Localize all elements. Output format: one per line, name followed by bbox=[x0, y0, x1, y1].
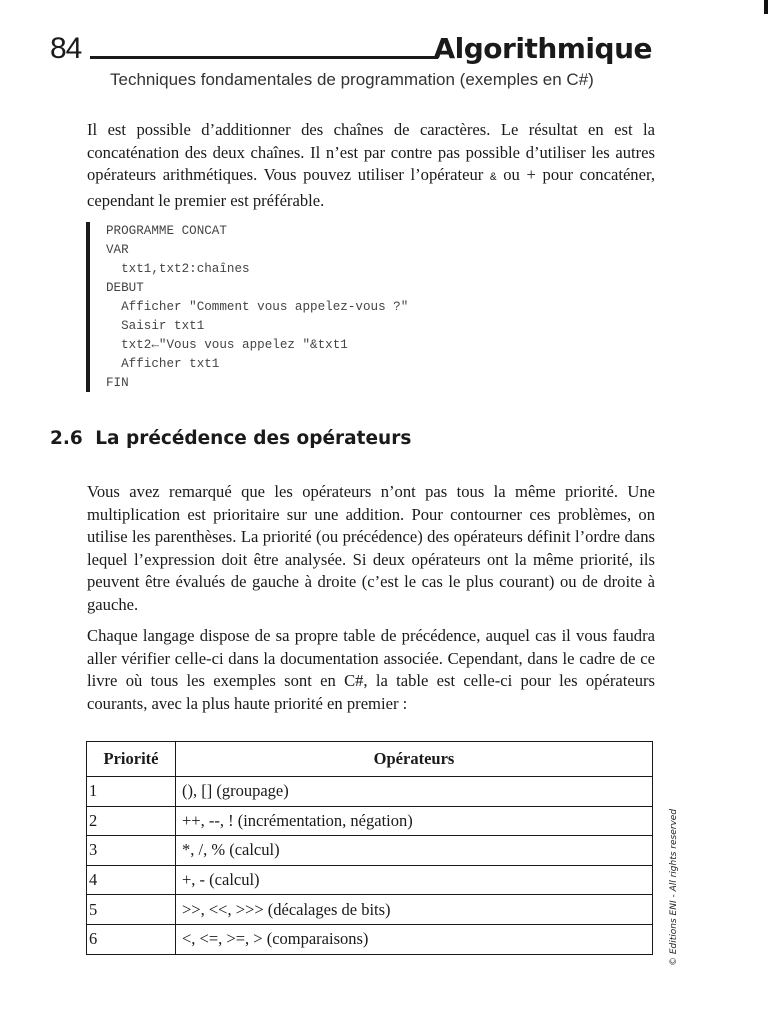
code-line: Afficher txt1 bbox=[106, 357, 220, 371]
header-operators: Opérateurs bbox=[176, 742, 653, 777]
table-row bbox=[87, 924, 653, 954]
intro-text-before: Il est possible d’additionner des chaînes de caractères. Le résultat en est la concaténation des deux chaînes. Il n’est par contre pas possible d’utiliser les autres opérateurs arithmétiques. Vous pouvez utiliser l’opérateur bbox=[87, 120, 655, 185]
table-row bbox=[87, 895, 653, 925]
book-title: Algorithmique bbox=[433, 32, 652, 65]
priority-cell: 5 bbox=[87, 895, 176, 925]
code-line: FIN bbox=[106, 376, 129, 390]
header-rule bbox=[90, 56, 438, 59]
table-header-row bbox=[87, 742, 653, 777]
operators-cell: ++, --, ! (incrémentation, négation) bbox=[176, 806, 653, 836]
table-row bbox=[87, 806, 653, 836]
code-line: VAR bbox=[106, 243, 129, 257]
table-row bbox=[87, 836, 653, 866]
code-line: PROGRAMME CONCAT bbox=[106, 224, 227, 238]
inline-operator-amp: & bbox=[489, 172, 497, 185]
section-title: La précédence des opérateurs bbox=[95, 428, 412, 449]
operators-cell: (), [] (groupage) bbox=[176, 777, 653, 807]
code-line: txt2←"Vous vous appelez "&txt1 bbox=[106, 338, 348, 352]
priority-cell: 1 bbox=[87, 777, 176, 807]
code-listing bbox=[90, 222, 408, 393]
section-heading bbox=[50, 428, 411, 449]
table-row bbox=[87, 777, 653, 807]
operators-cell: >>, <<, >>> (décalages de bits) bbox=[176, 895, 653, 925]
intro-paragraph bbox=[87, 119, 655, 212]
precedence-paragraph: Vous avez remarqué que les opérateurs n’ont pas tous la même priorité. Une multiplication est prioritaire sur une addition. Pour contourner ces problèmes, on utilise les parenthèses. La priorité (ou précédence) des opérateurs définit l’ordre dans lequel l’expression doit être analysée. Si deux opérateurs ont la même priorité, ils peuvent être évalués de gauche à droite (c’est le cas le plus courant) ou de droite à gauche. bbox=[87, 482, 655, 614]
operators-cell: +, - (calcul) bbox=[176, 865, 653, 895]
code-line: Saisir txt1 bbox=[106, 319, 205, 333]
header-priority: Priorité bbox=[87, 742, 176, 777]
priority-cell: 6 bbox=[87, 924, 176, 954]
page-header bbox=[50, 30, 656, 70]
code-line: DEBUT bbox=[106, 281, 144, 295]
priority-cell: 3 bbox=[87, 836, 176, 866]
section-number: 2.6 bbox=[50, 428, 83, 449]
code-line: txt1,txt2:chaînes bbox=[106, 262, 250, 276]
page-number: 84 bbox=[50, 32, 82, 65]
code-line: Afficher "Comment vous appelez-vous ?" bbox=[106, 300, 409, 314]
code-block bbox=[86, 222, 408, 392]
book-subtitle: Techniques fondamentales de programmation (exemples en C#) bbox=[110, 70, 594, 89]
operators-cell: *, /, % (calcul) bbox=[176, 836, 653, 866]
priority-cell: 4 bbox=[87, 865, 176, 895]
language-table-paragraph: Chaque langage dispose de sa propre table de précédence, auquel cas il vous faudra aller vérifier celle-ci dans la documentation associée. Cependant, dans le cadre de ce livre où tous les exemples sont en C#, la table est celle-ci pour les opérateurs courants, avec la plus haute priorité en premier : bbox=[87, 626, 655, 713]
priority-cell: 2 bbox=[87, 806, 176, 836]
table-row bbox=[87, 865, 653, 895]
intro-text-middle: ou + pour concaténer, cependant le premier est préférable. bbox=[87, 165, 655, 210]
copyright-notice: © Editions ENI - All rights reserved bbox=[669, 808, 679, 966]
precedence-table bbox=[86, 741, 653, 955]
scan-corner-mark bbox=[764, 0, 768, 14]
operators-cell: <, <=, >=, > (comparaisons) bbox=[176, 924, 653, 954]
